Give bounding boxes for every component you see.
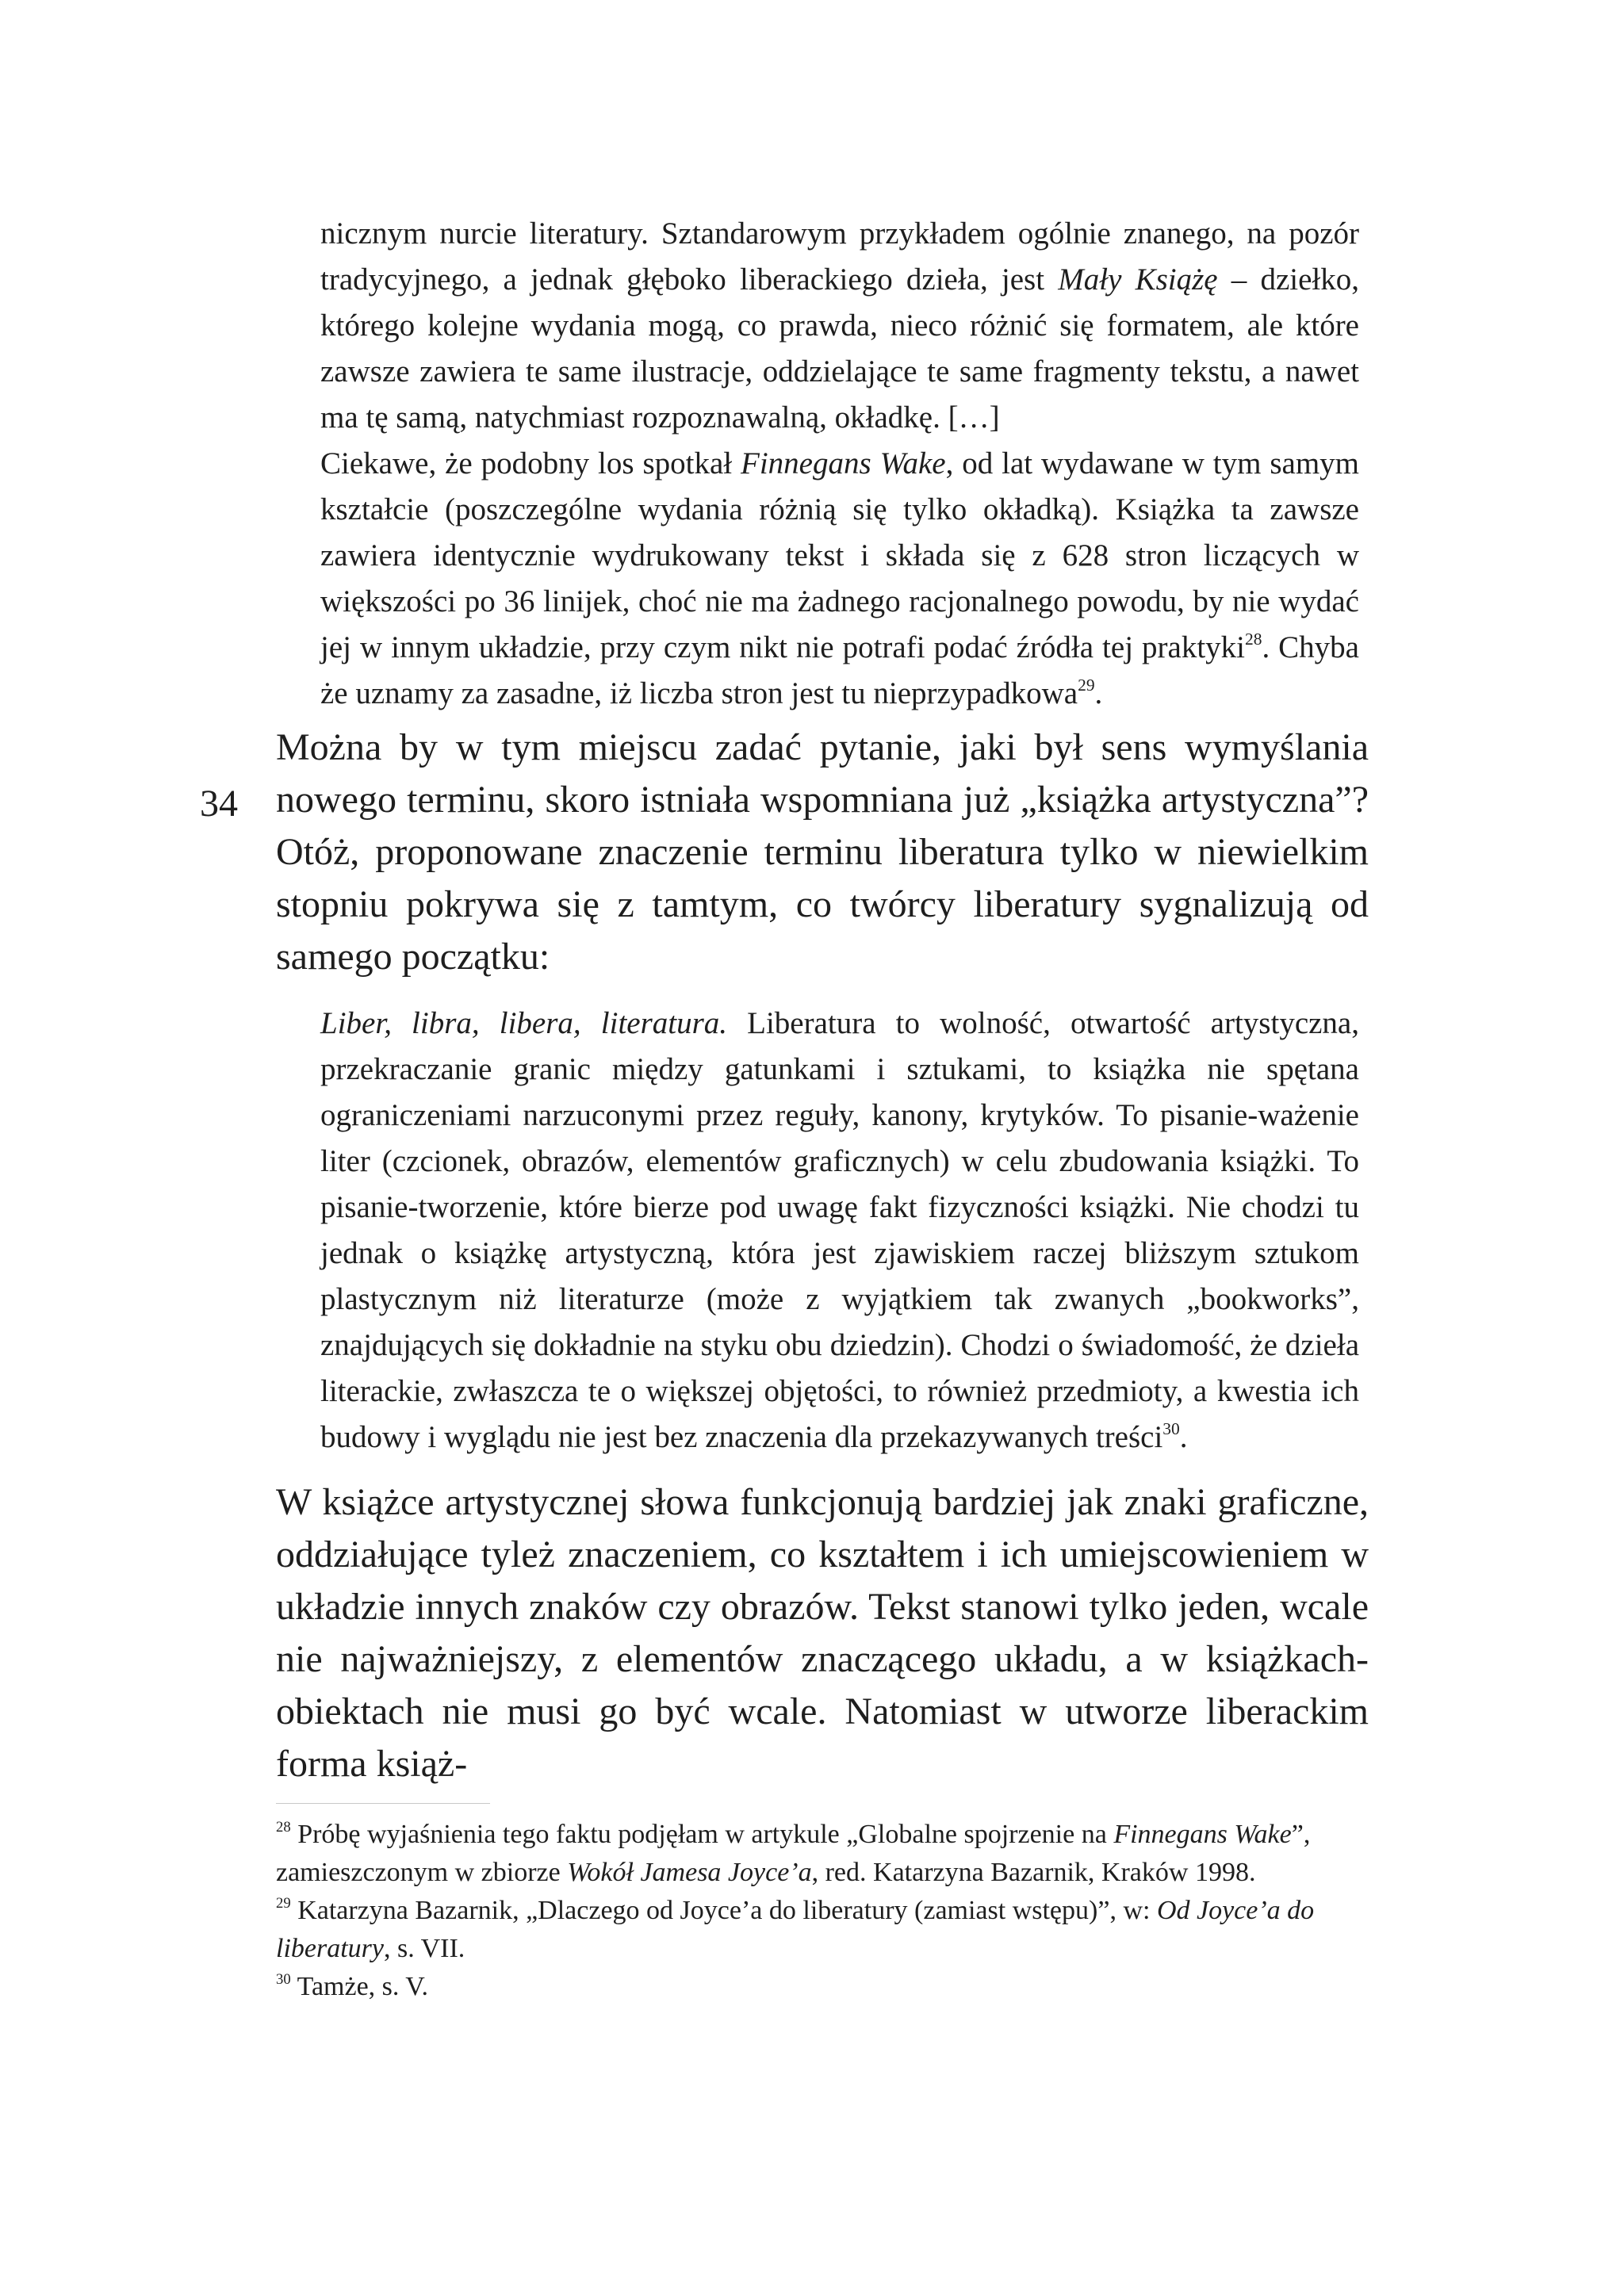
book-title-maly-ksiaze: Mały Książę — [1058, 262, 1218, 297]
quote-text: nicznym nurcie literatury. Sztandarowym przykładem ogólnie znanego, na pozór tradycyjnego, a jednak głęboko liberackiego dzieła, jest — [320, 216, 1359, 297]
quote-text: . — [1094, 676, 1103, 710]
footnote-number: 30 — [276, 1970, 291, 1988]
quote-text: Ciekawe, że podobny los spotkał — [320, 446, 741, 480]
footnote-separator — [276, 1803, 490, 1804]
quote-text: , od lat wydawane w tym samym kształcie (poszczególne wydania różnią się tylko okładką). Książka ta zawsze zawiera identycznie wydrukowany tekst i składa się z 628 stron liczących w większości po 36 linijek, choć nie ma żadnego racjonalnego powodu, by nie wydać jej w innym układzie, przy czym nikt nie potrafi podać źródła tej praktyki — [320, 446, 1359, 664]
quote-lead-italic: Liber, libra, libera, literatura. — [320, 1006, 728, 1040]
quote-text: – dziełko, którego kolejne wydania mogą, co prawda, nieco różnić się formatem, ale które zawsze zawiera te same ilustracje, oddzielające te same fragmenty tekstu, a nawet ma tę samą, natychmiast rozpoznawalną, okładkę. […] — [320, 262, 1359, 435]
footnote-ref-29[interactable]: 29 — [1078, 675, 1095, 695]
quote-text: Liberatura to wolność, otwartość artystyczna, przekraczanie granic między gatunkami i sztukami, to książka nie spętana ograniczeniami narzuconymi przez reguły, kanony, krytyków. To pisanie-ważenie liter (czcionek, obrazów, elementów graficznych) w celu zbudowania książki. To pisanie-tworzenie, które bierze pod uwagę fakt fizyczności książki. Nie chodzi tu jednak o książkę artystyczną, która jest zjawiskiem raczej bliższym sztukom plastycznym niż literaturze (może z wyjątkiem tak zwanych „bookworks”, znajdujących się dokładnie na styku obu dziedzin). Chodzi o świadomość, że dzieła literackie, zwłaszcza te o większej objętości, to również przedmioty, a kwestia ich budowy i wyglądu nie jest bez znaczenia dla przekazywanych treści — [320, 1006, 1359, 1454]
footnote-30 — [276, 1968, 1369, 2006]
block-quote-2 — [320, 1001, 1359, 1460]
footnote-text: ”, zamieszczonym w zbiorze — [276, 1820, 1311, 1887]
quote-text: . Chyba że uznamy za zasadne, iż liczba stron jest tu nieprzypadkowa — [320, 630, 1359, 710]
footnote-text: Próbę wyjaśnienia tego faktu podjęłam w artykule „Globalne spojrzenie na — [290, 1820, 1114, 1849]
footnote-ref-28[interactable]: 28 — [1245, 629, 1262, 649]
page-number: 34 — [200, 783, 238, 825]
footnote-title: Wokół Jamesa Joyce’a — [567, 1858, 812, 1887]
footnote-text: Tamże, s. V. — [290, 1972, 428, 2001]
footnote-title: Od Joyce’a do liberatury — [276, 1896, 1315, 1963]
footnote-title: Finnegans Wake — [1113, 1820, 1292, 1849]
footnote-text: , red. Katarzyna Bazarnik, Kraków 1998. — [811, 1858, 1256, 1887]
footnote-text: , s. VII. — [383, 1934, 465, 1963]
book-title-finnegans-wake: Finnegans Wake — [741, 446, 946, 480]
body-paragraph-1: Można by w tym miejscu zadać pytanie, jaki był sens wymyślania nowego terminu, skoro istniała wspomniana już „książka artystyczna”? Otóż, proponowane znaczenie terminu liberatura tylko w niewielkim stopniu pokrywa się z tamtym, co twórcy liberatury sygnalizują od samego początku: — [276, 726, 1369, 978]
block-quote-1 — [320, 211, 1359, 717]
quote-text: . — [1179, 1420, 1188, 1454]
body-paragraph-2: W książce artystycznej słowa funkcjonują bardziej jak znaki graficzne, oddziałujące tyleż znaczeniem, co kształtem i ich umiejscowieniem w układzie innych znaków czy obrazów. Tekst stanowi tylko jeden, wcale nie najważniejszy, z elementów znaczącego układu, a w książkach-obiektach nie musi go być wcale. Natomiast w utworze liberackim forma książ- — [276, 1481, 1369, 1785]
footnote-number: 28 — [276, 1818, 291, 1836]
footnotes — [276, 1816, 1369, 2006]
footnote-28 — [276, 1816, 1369, 1892]
footnote-29 — [276, 1892, 1369, 1968]
footnote-text: Katarzyna Bazarnik, „Dlaczego od Joyce’a do liberatury (zamiast wstępu)”, w: — [290, 1896, 1157, 1925]
footnote-ref-30[interactable]: 30 — [1162, 1418, 1180, 1438]
footnote-number: 29 — [276, 1894, 291, 1912]
